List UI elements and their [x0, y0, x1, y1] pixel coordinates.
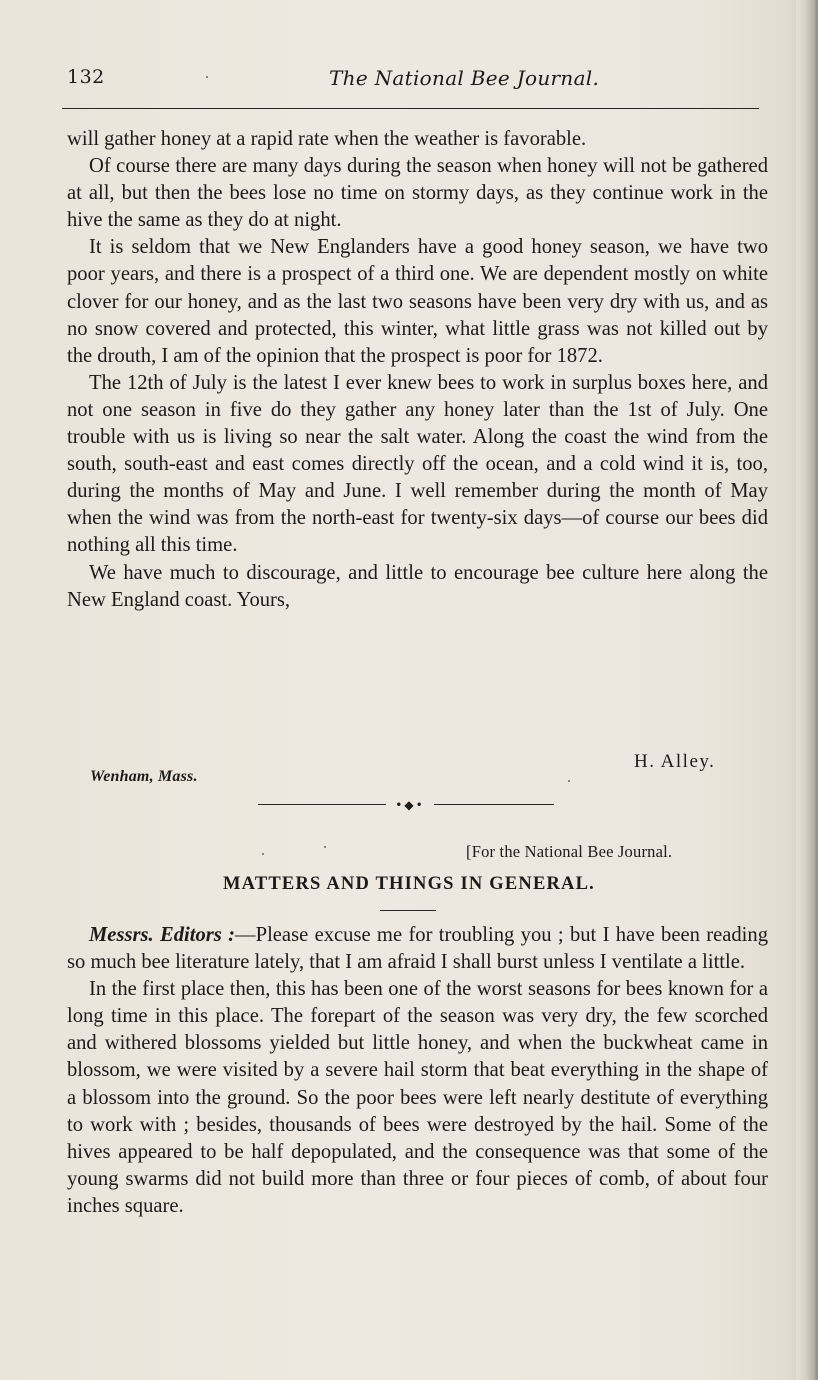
- page-header: [67, 66, 755, 96]
- paper-speck: [206, 76, 208, 78]
- source-credit: [For the National Bee Journal.: [466, 842, 673, 861]
- header-rule: [62, 108, 759, 109]
- separator-ornament: •◆•: [395, 798, 425, 812]
- opening-text: —Please excuse me for troubling you ; but I have been reading so much bee literature lately, that I am afraid I shall burst unless I ventilate a little.: [67, 924, 768, 974]
- article-body: [67, 922, 768, 1220]
- article-paragraph: [67, 922, 768, 976]
- separator-line-right: [434, 804, 554, 805]
- letter-paragraph: It is seldom that we New Englanders have a good honey season, we have two poor years, and there is a prospect of a third one. We are dependent mostly on white clover for our honey, and as the last two seasons have been very dry with us, and as no snow covered and protected, this winter, what little grass was not killed out by the drouth, I am of the opinion that the prospect is poor for 1872.: [67, 236, 768, 367]
- article-title: MATTERS AND THINGS IN GENERAL.: [223, 874, 595, 894]
- letter-paragraph: The 12th of July is the latest I ever knew bees to work in surplus boxes here, and not one season in five do they gather any honey later than the 1st of July. One trouble with us is living so near the salt water. Along the coast the wind from the south, south-east and east comes directly off the ocean, and a cold wind it is, too, during the months of May and June. I well remember during the month of May when the wind was from the north-east for twenty-six days—of course our bees did nothing all this time.: [67, 371, 768, 557]
- section-separator: [258, 795, 554, 815]
- paper-speck: [262, 853, 264, 855]
- separator-line-left: [258, 804, 386, 805]
- salutation: Messrs. Editors :: [89, 924, 236, 946]
- running-title: The National Bee Journal.: [329, 66, 600, 90]
- letter-place: Wenham, Mass.: [90, 768, 198, 785]
- letter-paragraph: We have much to discourage, and little to encourage bee culture here along the New England coast. Yours,: [67, 561, 768, 611]
- letter-body: [67, 126, 768, 614]
- letter-paragraph: Of course there are many days during the season when honey will not be gathered at all, but then the bees lose no time on stormy days, as they continue work in the hive the same as they do at night.: [67, 155, 768, 232]
- letter-signature: H. Alley.: [634, 751, 716, 772]
- page-binding-edge: [796, 0, 818, 1380]
- page-number: 132: [67, 66, 105, 88]
- letter-paragraph: will gather honey at a rapid rate when the weather is favorable.: [67, 128, 587, 150]
- title-rule: [380, 910, 436, 911]
- paper-speck: [324, 846, 326, 848]
- article-paragraph: In the first place then, this has been one of the worst seasons for bees known for a long time in this place. The forepart of the season was very dry, the few scorched and withered blossoms yielded but little honey, and when the buckwheat came in blossom, we were visited by a severe hail storm that beat everything in the shape of a blossom into the ground. So the poor bees were left nearly destitute of everything to work with ; besides, thousands of bees were destroyed by the hail. Some of the hives appeared to be half depopulated, and the consequence was that some of the young swarms did not build more than three or four pieces of comb, of about four inches square.: [67, 978, 768, 1217]
- paper-speck: [568, 780, 570, 782]
